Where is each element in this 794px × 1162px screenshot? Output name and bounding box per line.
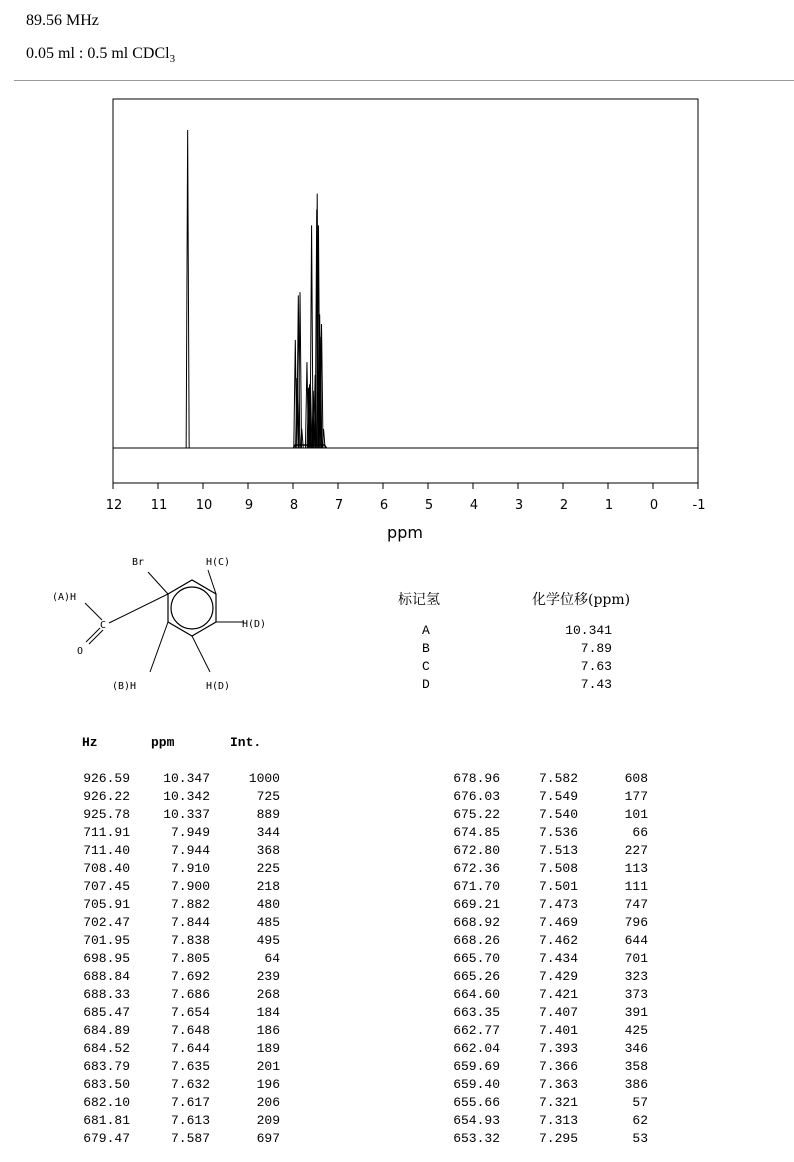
peak-ppm: 7.900 [170,879,210,894]
peak-ppm: 7.363 [538,1077,578,1092]
peak-ppm: 7.513 [538,843,578,858]
x-tick-label: 7 [334,498,344,513]
peak-hz: 674.85 [453,825,500,840]
assignment-shift: 7.63 [580,659,612,674]
peak-intensity: 425 [624,1023,648,1038]
peak-ppm: 7.295 [538,1131,578,1146]
peak-ppm: 7.393 [538,1041,578,1056]
peak-intensity: 101 [624,807,648,822]
peak-hz: 659.40 [453,1077,500,1092]
peak-hz: 925.78 [83,807,130,822]
assignment-label: B [422,641,430,656]
peak-intensity: 184 [256,1005,280,1020]
x-tick-label: 3 [514,498,524,513]
peak-ppm: 7.617 [170,1095,210,1110]
peak-ppm: 7.313 [538,1113,578,1128]
table-row [0,1041,700,1059]
x-tick-label: 12 [105,498,123,513]
peak-ppm: 7.366 [538,1059,578,1074]
peak-intensity: 239 [256,969,280,984]
table-row [0,1023,700,1041]
peak-intensity: 358 [624,1059,648,1074]
peak-ppm: 10.347 [163,771,210,786]
peak-intensity: 495 [256,933,280,948]
peak-ppm: 7.944 [170,843,210,858]
peak-intensity: 196 [256,1077,280,1092]
peak-hz: 926.59 [83,771,130,786]
peak-hz: 676.03 [453,789,500,804]
peak-ppm: 7.549 [538,789,578,804]
peak-ppm: 7.469 [538,915,578,930]
table-row [0,807,700,825]
peak-intensity: 644 [624,933,648,948]
peak-ppm: 7.805 [170,951,210,966]
peak-ppm: 10.337 [163,807,210,822]
plot-frame [113,99,698,483]
x-tick-label: 10 [195,498,213,513]
peak-intensity: 189 [256,1041,280,1056]
peak-hz: 671.70 [453,879,500,894]
peak-intensity: 485 [256,915,280,930]
peak-hz: 685.47 [83,1005,130,1020]
table-header-hz: Hz [82,735,98,750]
spectrometer-frequency: 89.56 MHz [26,12,99,29]
proton-d-label-meta: H(D) [206,681,231,692]
assignment-label: D [422,677,430,692]
peak-ppm: 7.613 [170,1113,210,1128]
peak-intensity: 747 [624,897,648,912]
table-row [0,1095,700,1113]
structure-bonds [85,570,244,672]
peak-hz: 926.22 [83,789,130,804]
peak-intensity: 57 [632,1095,648,1110]
peak-ppm: 7.508 [538,861,578,876]
table-row [0,1131,700,1149]
table-row [0,825,700,843]
peak-ppm: 7.632 [170,1077,210,1092]
peak-hz: 675.22 [453,807,500,822]
x-tick-label: -1 [692,498,706,513]
proton-d-label-para: H(D) [242,619,267,630]
proton-b-label: (B)H [112,681,137,692]
peak-hz: 672.80 [453,843,500,858]
assignment-shift-header: 化学位移(ppm) [532,592,631,608]
peak-intensity: 608 [624,771,648,786]
table-row [0,771,700,789]
table-row [0,1059,700,1077]
peak-hz: 684.89 [83,1023,130,1038]
peak-intensity: 201 [256,1059,280,1074]
peak-ppm: 7.462 [538,933,578,948]
peak-hz: 701.95 [83,933,130,948]
peak-hz: 653.32 [453,1131,500,1146]
peak-intensity: 186 [256,1023,280,1038]
peak-intensity: 386 [624,1077,648,1092]
peak-hz: 668.92 [453,915,500,930]
table-header-ppm: ppm [151,735,175,750]
assignment-shift: 7.43 [580,677,612,692]
peak-intensity: 373 [624,987,648,1002]
peak-ppm: 7.501 [538,879,578,894]
assignment-label: A [422,623,430,638]
peak-hz: 683.50 [83,1077,130,1092]
x-tick-label: 1 [604,498,614,513]
peak-hz: 688.33 [83,987,130,1002]
peak-intensity: 62 [632,1113,648,1128]
peak-hz: 662.04 [453,1041,500,1056]
peak-ppm: 7.910 [170,861,210,876]
peak-hz: 679.47 [83,1131,130,1146]
benzene-ring [168,580,216,636]
peak-ppm: 7.686 [170,987,210,1002]
table-row [0,879,700,897]
peak-intensity: 697 [256,1131,280,1146]
table-row [0,1005,700,1023]
assignment-shift: 10.341 [565,623,612,638]
peak-intensity: 268 [256,987,280,1002]
peak-hz: 659.69 [453,1059,500,1074]
peak-hz: 682.10 [83,1095,130,1110]
peak-intensity: 391 [624,1005,648,1020]
peak-ppm: 7.844 [170,915,210,930]
x-tick-label: 5 [424,498,434,513]
table-row [0,1113,700,1131]
peak-ppm: 7.536 [538,825,578,840]
peak-hz: 663.35 [453,1005,500,1020]
peak-ppm: 7.654 [170,1005,210,1020]
peak-ppm: 7.838 [170,933,210,948]
peak-intensity: 480 [256,897,280,912]
peak-intensity: 53 [632,1131,648,1146]
peak-hz: 708.40 [83,861,130,876]
bromine-label: Br [132,557,145,568]
proton-a-label: (A)H [52,592,77,603]
peak-ppm: 7.949 [170,825,210,840]
peak-intensity: 66 [632,825,648,840]
peak-hz: 707.45 [83,879,130,894]
peak-ppm: 10.342 [163,789,210,804]
peak-ppm: 7.582 [538,771,578,786]
assignment-label: C [422,659,430,674]
peak-hz: 669.21 [453,897,500,912]
table-row [0,933,700,951]
peak-intensity: 113 [624,861,648,876]
peak-hz: 654.93 [453,1113,500,1128]
peak-hz: 665.26 [453,969,500,984]
peak-intensity: 323 [624,969,648,984]
peak-ppm: 7.648 [170,1023,210,1038]
peak-intensity: 344 [256,825,280,840]
table-row [0,987,700,1005]
peak-ppm: 7.434 [538,951,578,966]
x-tick-label: 6 [379,498,389,513]
peak-hz: 698.95 [83,951,130,966]
x-tick-label: 9 [244,498,254,513]
peak-intensity: 64 [264,951,280,966]
peak-intensity: 725 [256,789,280,804]
peak-intensity: 889 [256,807,280,822]
proton-c-label: H(C) [206,557,231,568]
peak-ppm: 7.644 [170,1041,210,1056]
peak-hz: 711.91 [83,825,130,840]
peak-hz: 684.52 [83,1041,130,1056]
peak-hz: 688.84 [83,969,130,984]
x-tick-label: 0 [649,498,659,513]
table-row [0,861,700,879]
peak-hz: 683.79 [83,1059,130,1074]
table-row [0,951,700,969]
table-row [0,969,700,987]
table-row [0,789,700,807]
peak-ppm: 7.540 [538,807,578,822]
peak-intensity: 206 [256,1095,280,1110]
peak-intensity: 177 [624,789,648,804]
peak-hz: 705.91 [83,897,130,912]
peak-intensity: 111 [624,879,648,894]
peak-hz: 665.70 [453,951,500,966]
x-axis [106,483,706,513]
peak-intensity: 218 [256,879,280,894]
peak-intensity: 225 [256,861,280,876]
assignment-label-header: 标记氢 [398,592,440,608]
peak-intensity: 227 [624,843,648,858]
peak-hz: 672.36 [453,861,500,876]
peak-hz: 655.66 [453,1095,500,1110]
peak-ppm: 7.421 [538,987,578,1002]
peak-hz: 668.26 [453,933,500,948]
peak-hz: 664.60 [453,987,500,1002]
peak-intensity: 346 [624,1041,648,1056]
peak-intensity: 701 [624,951,648,966]
nmr-spectrum-chart [0,0,794,545]
peak-ppm: 7.407 [538,1005,578,1020]
x-axis-label: ppm [387,523,423,542]
carbonyl-carbon-label: C [100,620,107,631]
peak-ppm: 7.473 [538,897,578,912]
spectrum-peak [186,130,189,448]
sample-solvent-text: 0.05 ml : 0.5 ml CDCl [26,45,170,62]
peak-ppm: 7.429 [538,969,578,984]
peak-hz: 681.81 [83,1113,130,1128]
x-tick-label: 2 [559,498,569,513]
solvent-subscript: 3 [169,53,176,66]
peak-intensity: 1000 [248,771,280,786]
table-header-int: Int. [230,735,262,750]
x-tick-label: 11 [150,498,168,513]
peak-intensity: 368 [256,843,280,858]
table-row [0,897,700,915]
peak-ppm: 7.692 [170,969,210,984]
peak-hz: 711.40 [83,843,130,858]
table-row [0,1077,700,1095]
peak-intensity: 209 [256,1113,280,1128]
molecule-structure [40,548,300,698]
table-row [0,915,700,933]
peak-ppm: 7.587 [170,1131,210,1146]
carbonyl-oxygen-label: O [77,646,84,657]
peak-ppm: 7.321 [538,1095,578,1110]
peak-hz: 662.77 [453,1023,500,1038]
peak-hz: 678.96 [453,771,500,786]
x-tick-label: 4 [469,498,479,513]
x-tick-label: 8 [289,498,299,513]
peak-ppm: 7.635 [170,1059,210,1074]
peak-ppm: 7.882 [170,897,210,912]
assignment-shift: 7.89 [580,641,612,656]
peak-ppm: 7.401 [538,1023,578,1038]
table-row [0,843,700,861]
peak-intensity: 796 [624,915,648,930]
peak-hz: 702.47 [83,915,130,930]
